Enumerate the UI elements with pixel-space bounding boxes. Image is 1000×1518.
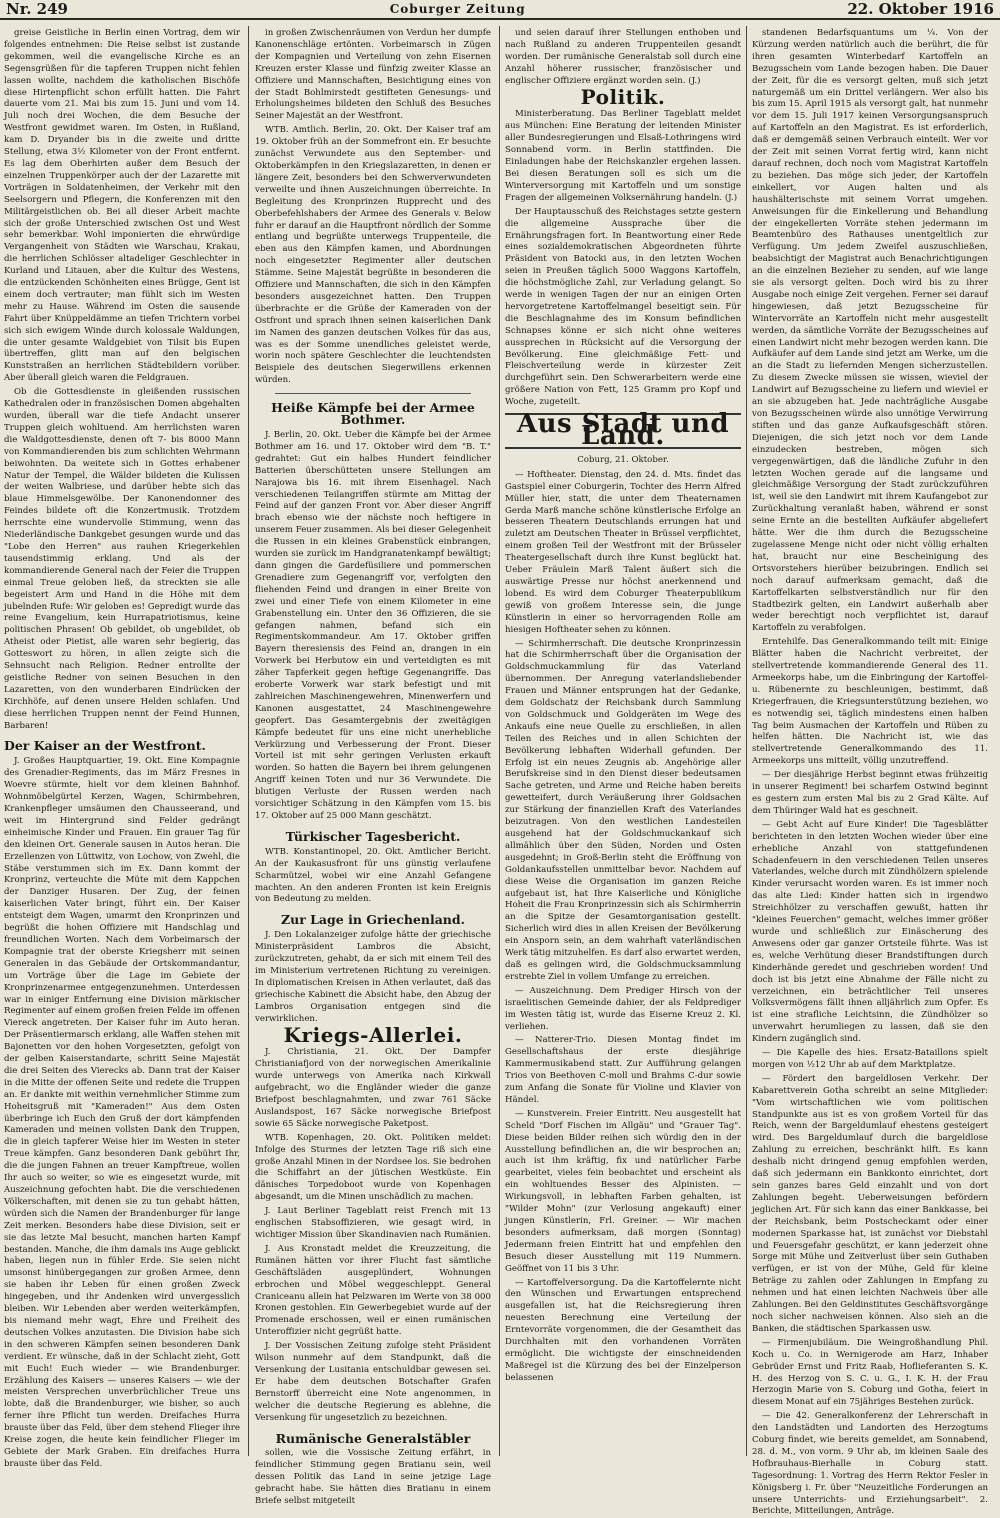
- masthead: [0, 0, 1000, 20]
- article-text: — Der diesjährige Herbst beginnt etwas frühzeitig in unserer Regiment! bei scharfem Ostwind beginnt es gestern zum ersten Mal bis zu 2 Grad Kälte. Auf dem Thüringer Wald hat es geschneit.: [752, 770, 988, 816]
- issue-date: 22. Oktober 1916: [847, 0, 994, 18]
- article-text: J. Christiania, 21. Okt. Der Dampfer Christianiafjord von der norwegischen Amerikalinie wurde unterwegs von Amerika nach Kirkwall aufgebracht, wo die Engländer wieder die ganze Briefpost beschlagnahmten, und zwar 761 Säcke Auslandspost, 167 Säcke norwegische Briefpost sowie 65 Säcke norwegische Paketpost.: [255, 1047, 491, 1129]
- article-text: sollen, wie die Vossische Zeitung erfährt, in feindlicher Stimmung gegen Bratianu sein, weil dessen Politik das Land in seine jetzige Lage gebracht habe. Sie hätten dies Bratianu in einem Briefe selbst mitgeteilt: [255, 1448, 491, 1507]
- article-text: standenen Bedarfsquantums um ¼. Von der Kürzung werden natürlich auch die berührt, die für ihren gesamten Winterbedarf Kartoffeln an Bezugsschein vom Lande bezogen haben. Die Dauer der Zeit, für die es versorgt gelten, muß sich jetzt naturgemäß um ein Drittel verlängern. Wer also bis bis zum 15. April 1915 als versorgt galt, hat nunmehr vor dem 15. Juli 1917 keinen Versorgungsanspruch auf Kartoffeln an den Magistrat. Es ist erforderlich, daß er demgemäß seinen Verbrauch einteilt. Wer vor der Zeit mit seinen Vorrat fertig wird, kann nicht darauf rechnen, doch noch vom Magistrat Kartoffeln zu beziehen. Das möge sich jeder, der Kartoffeln einkellert, vor Augen halten und als haushälterischste mit seinem Vorrat umgehen. Anweisungen für die Einkellerung und Behandlung der eingekellerten Vorräte stehen jedermann im Beamtenbüro des Rathauses unentgeltlich zur Verfügung. Um jedem Zweifel auszuschließen, beabsichtigt der Magistrat auch Benachrichtigungen an die einzelnen Bezieher zu senden, auf wie lange sie als versorgt gelten. Doch wird bis zu ihrer Ausgabe noch einige Zeit vergehen. Ferner sei darauf hingewiesen, daß jetzt Bezugsscheine für Wintervorräte an Kartoffeln nicht mehr ausgestellt werden, da sämtliche Vorräte der Bezugsscheines auf einen Landwirt nicht mehr bezogen werden kann. Die Aufkäufer auf dem Lande sind jetzt am Werke, um die an die Stadt zu liefernden Mengen sicherzustellen. Zu diesem Zwecke müssen sie wissen, wieviel der Landwirt auf Bezugsscheine zu liefern und wieviel er an sie abzugeben hat. Jede nachträgliche Ausgabe von Bezugsscheinen würde also unnötige Verwirrung stiften und das ganze Aufkaufsgeschäft stören. Diejenigen, die sich jetzt noch vor dem Lande einzudecken bestreben, mögen sich vergegenwärtigen, daß die ländliche Zufuhr in den letzten Wochen gerade auf die langsame und gleichmäßige Versorgung der Stadt zurückzuführen ist, weil sie den Landwirt mit ihrem Kaufangebot zur Zurückhaltung veranlaßt haben, während er sonst seine Ernte an die bestellten Aufkäufer abgeliefert hätte. Wer die ihm durch die Bezugsscheine zugelassene Menge nicht oder nicht völlig erhalten hat, braucht nur eine Bescheinigung des Ortsvorstehers hierüber beizubringen. Endlich sei noch darauf aufmerksam gemacht, daß die Kartoffelkarten selbstverständlich nur für den Stadtbezirk gelten, ein Landwirt außerhalb aber weder berechtigt noch verpflichtet ist, darauf Kartoffeln zu verabfolgen.: [752, 28, 988, 634]
- article-text: WTB. Amtlich. Berlin, 20. Okt. Der Kaiser traf am 19. Oktober früh an der Sommefront ein. Er besuchte zunächst Verwundete aus den September- und Oktoberkämpfen in den Kriegslazaretten, in denen er längere Zeit, besonders bei den Schwerverwundeten verweilte und ihnen Auszeichnungen überreichte. In Begleitung des Kronprinzen Rupprecht und des Oberbefehlshabers der Armee des Generals v. Below fuhr er darauf an die Hauptfront nördlich der Somme entlang und begrüßte unterwegs Truppenteile, die eben aus den Kämpfen kamen, und Abordnungen noch eingesetzter Regimenter aller deutschen Stämme. Seine Majestät begrüßte in besonderen die Offiziere und Mannschaften, die sich in den Kämpfen besonders ausgezeichnet hatten. Den Truppen überbrachte er die Grüße der Kameraden von der Ostfront und sprach ihnen seinen kaiserlichen Dank im Namen des ganzen deutschen Volkes für das aus, was es der Somme unendliches geleistet werde, worin noch spätere Geschlechter die leuchtendsten Beispiele des deutschen Siegerwillens erkennen würden.: [255, 125, 491, 386]
- article-text: J. Berlin, 20. Okt. Ueber die Kämpfe bei der Armee Bothmer am 16. und 17. Oktober wird dem "B. T." gedrahtet: Gut ein halbes Hundert feindlicher Batterien überschütteten unsere Stellungen am Narajowa bis 16. mit ihrem Eisenhagel. Nach verschiedenen Teilangriffen stürmte am Mittag der Feind auf der ganzen Front vor. Aber dieser Angriff brach ebenso wie der nächste noch heftigere in unserem Feuer zusammen. Als bei dieser Gelegenheit die Russen in ein kleines Grabenstück einbrangen, wurden sie zurück im Handgranatenkampf bewältigt; dann gingen die Gardefüsiliere und pommerschen Grenadiere zum Gegenangriff vor, verfolgten den fliehenden Feind und drangen in einer Breite von zwei und einer Tiefe von einem Kilometer in eine Grabenstellung ein. Unter den 36 Offizieren, die sie gefangen nahmen, befand sich ein Regimentskommandeur. Am 17. Oktober griffen Bayern theresiensis des Feind an, drangen in ein Vorwerk bei Herbutow ein und verteidigten es mit zäher Tapferkeit gegen heftige Gegenangriffe. Das eroberte Vorwerk war stark befestigt und mit zahlreichen Maschinengewehren, Minenwerfern und Kanonen ausgestattet, 24 Maschinengewehre geopfert. Das Gesamtergebnis der zweitägigen Kämpfe bedeutet für uns eine nicht unerhebliche Verkürzung und Verbesserung der Front. Dieser Vorteil ist mit sehr geringen Verlusten erkauft worden. So hatten die Bayern bei ihrem gelungenen Angriff keinen Toten und nur 36 Verwundete. Die blutigen Verluste der Russen werden nach vorsichtiger Schätzung in den Kämpfen vom 15. bis 17. Oktober auf 25 000 Mann geschätzt.: [255, 430, 491, 821]
- article-text: — Fördert den bargeldlosen Verkehr. Der Kabarettverein Gotha schreibt an seine Mitglieder: "Vom wirtschaftlichen wie vom politischen Standpunkte aus ist es von großem Vorteil für das Reich, wenn der Bargeldumlauf ehestens gesteigert wird. Des Bargeldumlauf durch die bargeldlose Zahlung zu erreichen, beschränkt hilft. Es kann deshalb nicht dringend genug empfohlen werden, daß sich jedermann ein Bankkonto einrichtet, dort sein ganzes bares Geld einzahlt und von dort Zahlungen begeht. Ueberweisungen befördern jeglichen Art. Für sich kann das einer Bankkasse, bei der Reichsbank, beim Postscheckamt oder einer modernen Sparkasse hat, ist zunächst vor Diebstahl und Feuersgefahr geschützt, er kann jederzeit ohne Sorge mit Mühe und Zeitverlust über sein Guthaben verfügen, er ist von der Mühe, Geld für kleine Beträge zu zahlen oder Zahlungen in Empfang zu nehmen und hat einen leichten Nachweis über alle Zahlungen. Bei den Geldinstitutes Geschäftsvorgänge noch sicher nachweisen können. Also sieh an die Banken, die städtischen Sparkassen usw.: [752, 1073, 988, 1334]
- article-text: — Die Kapelle des hies. Ersatz-Bataillons spielt morgen von ½12 Uhr ab auf dem Marktplatze.: [752, 1048, 988, 1070]
- column-divider: [499, 26, 500, 1456]
- article-text: J. Laut Berliner Tageblatt reist French mit 13 englischen Stabsoffizieren, wie gesagt wird, in wichtiger Mission über Skandinavien nach Rumänien.: [255, 1206, 491, 1240]
- article-text: Ob die Gottesdienste in gleißenden russischen Kathedralen oder in französischen Domen abgehalten wurden, überall war die tiefe Andacht unserer Truppen gleich wohltuend. Am herrlichsten waren die Waldgottesdienste, denen oft 7- bis 8000 Mann von Kommandierenden bis zum schlichten Wehrmann beiwohnten. Da weitete sich in Gottes erhabener Natur der Tempel, die Wälder bildeten die Kulissen der weiten Walbriese, und darüber hebte sich das blaue Himmelsgewölbe. Der Kanonendonner des Feindes bildete oft die Konzertmusik. Trotzdem herrschte eine wundervolle Stimmung, wenn das Niederländische Dankgebet gesungen wurde und das "Lobe den Herren" aus rauhen Kriegerkehlen tausendstimmig erklang. Und als der kommandierende General nach der Feier die Truppen einmal Treue geloben ließ, da streckten sie alle begeistert Arm und Hand in die Höhe mit dem jubelnden Rufe: Wir geloben es! Gepredigt wurde das reine Evangelium, kein Hurrapatriotismus, keine politischen Phrasen! Ob gebildet, ob ungebildet, ob Atheist oder Pietist, alle waren sehr begierig, das Gotteswort zu hören, in allen zeigte sich die Sehnsucht nach Religion. Redner entrollte der geistliche Redner von seinen Besuchen in den Lazaretten, von den wunderbaren Eindrücken der Kirchhöfe, auf denen unsere Helden schlafen. Und diese herrlichen Truppen nennt der Feind Hunnen, Barbaren!: [4, 387, 240, 731]
- article-text: — Auszeichnung. Dem Prediger Hirsch von der israelitischen Gemeinde dahier, der als Feldprediger im Westen tätig ist, wurde das Eiserne Kreuz 2. Kl. verliehen.: [505, 985, 741, 1032]
- headline-aus-stadt-und-land: Aus Stadt und Land.: [505, 413, 741, 449]
- article-text: J. Großes Hauptquartier, 19. Okt. Eine Kompagnie des Grenadier-Regiments, das im März Fresnes in Woevre stürmte, hielt vor dem kleinen Bahnhof. Wohnmöbelgürtel Kerzen, Wagen, Schirmbehren, Krankenpfleger umsäumen den Chausseerand, und weit im Hintergrund sind Felder gedrängt einheimische Kinder und Frauen. Ein grauer Tag für den kleinen Ort. Generale sausen in Autos heran. Die Erzellenzen von Lüttwitz, von Lochow, von Zwehl, die Stäbe verstummen sich im Ex. Dann kommt der Kronprinz, verteuchte die Müte mit dem Kappchen der Danziger Husaren. Der Zug, der feinen kaiserlichen Vater bringt, führt ein. Der Kaiser entsteigt dem Wagen, umarmt den Kronprinzen und begrüßt die hohen Offiziere mit Handschlag und freundlichen Worten. Nach dem Vorbeimarsch der Kompagnie trat der oberste Kriegsherr mit seinen Generalen in das Gebäude der Ortskommandantur, um Vorträge über die Lage im Gebiete der Kronprinzenarmee entgegenzunehmen. Unterdessen war in einiger Entfernung eine Division märkischer Regimenter auf einem großen freien Felde im offenen Viereck angetreten. Der Kaiser fuhr im Auto heran. Der Präsentiermarsch erklang, alle Waffen stehen mit Bajonetten vor den hohen Vorgesetzten, gefolgt von der gelben Kaiserstandarte, schritt Seine Majestät die drei Seiten des Vierecks ab. Dann trat der Kaiser in die Mitte der offenen Seite und redete die Truppen an. Er dankte mit weithin vernehmlicher Stimme zum Hoheitsgruß mit "Kameraden!" Aus dem Osten überbringe ich Euch den Gruß der dort kämpfenden Kameraden und meinen vollsten Dank den Truppen, die in gleich tapferer Weise hier im Westen in steter Treue kämpfen. Ganz besonderen Dank gebührt Ihr, die die jungen Fahnen an treuer Kampftreue, wollen Ihr auch so weiter, so wie es eingesetzt wurde, mit Auszeichnung gefochten habt. Die die verschiedenen Völkerschaften, mit denen sie zu tun gehabt hätten, würden sich die Namen der Brandenburger für lange Zeit merken. Besonders habe diese Division, seit er sie das letzte Mal besucht, manchen harten Kampf bestanden. Manche, die ihm damals ins Auge geblickt haben, liegen nun in fühler Erde. Sie seien nicht umsonst hinübergegangen zur großen Armee, denn sie haben ihr Leben für einen großen Zweck hingegeben, und ihr Andenken wird unvergesslich bleiben. Wir Lebenden aber werden weiterkämpfen, bis niemand mehr wagt, Ehre und Freiheit des deutschen Volkes anzutasten. Die Division habe sich in den schweren Kämpfen seinen besonderen Dank verdient. Er wünsche, daß in der Schlacht zieht, Gott mit Euch! Euch wieder — wie Brandenburger. Erzählung des Kaisers — unseres Kaisers — wie der meisten Versprechen unverbrüchlicher Treue uns lobte, daß die Brandenburger, wie bisher, so auch ferner ihre Pflicht tun werden. Dreifaches Hurra brauste über das Feld, über dem stehend Flieger ihre Kreise zogen, die heute kein feindlicher Flieger im Gebiete der Mark Graben. Ein dreifaches Hurra brauste über das Feld.: [4, 756, 240, 1469]
- article-text: Der Hauptausschuß des Reichstages setzte gestern die allgemeine Aussprache über die Ernährungsfragen fort. In Beantwortung einer Rede eines sozialdemokratischen Abgeordneten führte Präsident von Batocki aus, in den letzten Wochen seien in Preußen täglich 5000 Waggons Kartoffeln, die höchstmögliche Zahl, zur Verladung gelangt. So werde in wenigen Tagen der nur an einigen Orten hervorgetretene Kartoffelmangel beseitigt sein. Für die Beschlagnahme des im Konsum befindlichen Schnapses könne er sich nicht ohne weiteres aussprechen in Rücksicht auf die Versorgung der Bevölkerung. Eine gleichmäßige Fett- und Fleischverteilung werde in kürzester Zeit durchgeführt sein. Den Schwerarbeitern werde eine größere Nation von Fett, 125 Gramm pro Kopf und Woche, zugeteilt.: [505, 206, 741, 408]
- column-2: [255, 28, 491, 1507]
- article-text: greise Geistliche in Berlin einen Vortrag, dem wir folgendes entnehmen: Die Reise selbst ist zustande gekommen, weil die evangelische Kirche es an Segensgrüßen für die tapferen Truppen nicht fehlen lassen wollte, nachdem die katholischen Bischöfe diese Hirtenpflicht schon erfüllt hatten. Die Fahrt dauerte vom 21. Mai bis zum 15. Juni und vom 14. Juli noch drei Wochen, die dem Besuche der Westfront gewidmet waren. Im Osten, in Rußland, kam D. Dryander bis in die zweite und dritte Stellung, etwa 3½ Kilometer von der Front entfernt. Es lag dem Oberhirten außer dem Besuch der einzelnen Truppenkörper auch der der Lazarette mit Vorträgen in Soldatenheimen, der Verkehr mit den Seelsorgern und Pflegern, die Konferenzen mit den Militärgeistlichen ob. Bei all dieser Arbeit machte sich der große Unterschied zwischen Ost und West sehr bemerkbar. Wohl imponierten die ehrwürdige Vergangenheit von Städten wie Warschau, Krakau, die herrlichen Schlösser altadeliger Geschlechter in Kurland und Litauen, aber die Kultur des Westens, die entzückenden Schönheiten eines Brügge, Gent ist einem doch vertrauter; man fühlt sich im Westen mehr zu Hause. Während im Osten die sausende Fahrt über Knüppeldämme an tiefen Trichtern vorbei sich sich ewigem Winde durch kolossale Waldungen, die unter gesamte Waldgebiet von Tilsit bis Eupen übertreffen, glitt man auf den belgischen Kunststraßen an herrlichen Städtebildern vorüber. Aber überall gleich waren die Feldgrauen.: [4, 28, 240, 384]
- article-text: — Schirmherrschaft. Die deutsche Kronprinzessin hat die Schirmherrschaft über die Organisation der Goldschmuckammlung für das Vaterland übernommen. Der Anregung vaterlandsliebender Frauen und Männer entsprungen hat der Gedanke, dem Goldschatz der Reichsbank durch Sammlung von Goldschmuck und Goldgeräten im Wege des Ankaufs eine neue Quelle zu erschließen, in allen Teilen des Reiches und in allen Schichten der Bevölkerung lebhaften Widerhall gefunden. Der Erfolg ist ein neues Zeugnis ab. Angehörige aller Berufskreise sind in den Dienst dieser bedeutsamen Sache getreten, und Arme und Reiche haben bereits gewetteifert, durch Veräußerung ihrer Goldsachen zur Stärkung der finanziellen Kraft des Vaterlandes beizutragen. Von den westlichen Landesteilen ausgehend hat der Goldschmuckankauf sich allmählich über den Süden, Norden und Osten ausgedehnt; in Groß-Berlin steht die Eröffnung von Goldankaufsstellen unmittelbar bevor. Nachdem auf diese Weise die Organisation im ganzen Reiche aufgebaut ist, hat Ihre Kaiserliche und Königliche Hoheit die Frau Kronprinzessin sich als Schirmherrin an die Spitze der Gesamtorganisation gestellt. Sicherlich wird dies in allen Kreisen der Bevölkerung ein Ansporn sein, an dem wahrhaft vaterländischen Werk tätig mitzuhelfen. Es darf also erwartet werden, daß es gelingen wird, die Goldschmucksammlung erstrebte Ziel in vollem Umfange zu erreichen.: [505, 638, 741, 982]
- article-text: WTB. Kopenhagen, 20. Okt. Politiken meldet: Infolge des Sturmes der letzten Tage riß sich eine große Anzahl Minen in der Nordsee los. Sie bedrohen die Schiffahrt an der jütischen Westküste. Ein dänisches Torpedoboot wurde von Kopenhagen abgesandt, um die Minen unschädlich zu machen.: [255, 1132, 491, 1203]
- headline-kaiser-westfront: Der Kaiser an der Westfront.: [4, 738, 206, 754]
- article-text: — Kunstverein. Freier Eintritt. Neu ausgestellt hat Scheld "Dorf Fischen im Allgäu" und "Grauer Tag". Diese beiden Bilder reihen sich würdig den in der Ausstellung befindlichen an, die wir besprochen an; auch ist ihm kräftig, fix und natürlicher Farbe gearbeitet, vieles fein beobachtet und erscheint als ein wohltuendes Besser des Alpinisten. — Wirkungsvoll, in lebhaften Farben gehalten, ist "Wilder Mohn" (zur Verlosung angekauft) einer jungen Künstlerin, Frl. Greiner. — Wir machen besonders aufmerksam, daß morgen (Sonntag) Jedermann freien Eintritt hat und empfehlen den Besuch dieser Ausstellung mit 119 Nummern. Geöffnet von 11 bis 3 Uhr.: [505, 1108, 741, 1274]
- column-1: [4, 28, 240, 1469]
- article-text: — Firmenjubiläum. Die Weingroßhandlung Phil. Koch u. Co. in Wernigerode am Harz, Inhaber Gebrüder Ernst und Fritz Raab, Hoflieferanten S. K. H. des Herzog von S. C. u. G., I. K. H. der Frau Herzogin Marie von S. Coburg und Gotha, feiert in diesem Monat auf ein 75jähriges Bestehen zurück.: [752, 1337, 988, 1408]
- issue-number: Nr. 249: [6, 0, 68, 18]
- separator: [275, 393, 471, 394]
- article-text: WTB. Konstantinopel, 20. Okt. Amtlicher Bericht. An der Kaukasusfront für uns günstig verlaufene Scharmützel, wobei wir eine Anzahl Gefangene machten. An den anderen Fronten ist kein Ereignis von Bedeutung zu melden.: [255, 846, 491, 905]
- column-divider: [746, 26, 747, 1456]
- headline-bothmer: Heiße Kämpfe bei der Armee Bothmer.: [271, 400, 475, 428]
- article-text: J. Aus Kronstadt meldet die Kreuzzeitung, die Rumänen hätten vor ihrer Flucht fast sämtliche Geschäftsläden ausgeplündert, Wohnungen erbrochen und Möbel weggeschleppt. General Craniceanu allein hat Pelzwaren im Werte von 38 000 Kronen gestohlen. Ein Gewerbegebiet wurde auf der Promenade erschossen, weil er einen rumänischen Unteroffizier nicht gegrüßt hatte.: [255, 1243, 491, 1338]
- headline-tuerkischer-bericht: Türkischer Tagesbericht.: [285, 828, 461, 844]
- article-text: — Die 42. Generalkonferenz der Lehrerschaft in den Landstädten und Landorten des Herzogtums Coburg findet, wie bereits gemeldet, am Sonnabend, 28. d. M., von vorm. 9 Uhr ab, im kleinen Saale des Hofbrauhaus-Bierhalle in Coburg statt. Tagesordnung: 1. Vortrag des Herrn Rektor Fesler in Königsberg i. Fr. über "Neuzeitliche Forderungen an unsere Unterrichts- und Erziehungsarbeit". 2. Berichte, Mitteilungen, Anträge.: [752, 1411, 988, 1517]
- article-text: J. Den Lokalanzeiger zufolge hätte der griechische Ministerpräsident Lambros die Absicht, zurückzutreten, gehabt, da er sich mit einem Teil des im Ministerium vertretenen Richtung zu vereinigen. In diplomatischen Kreisen in Athen verlautet, daß das griechische Kabinett die Absicht habe, den Abzug der Lambros Organisation entgegen sind die verwirklichen.: [255, 930, 491, 1024]
- dateline: Coburg, 21. Oktober.: [577, 454, 669, 465]
- column-3: [505, 28, 741, 1454]
- article-text: Erntehilfe. Das Generalkommando teilt mit: Einige Blätter haben die Nachricht verbreitet, der stellvertretende kommandierende General des 11. Armeekorps habe, um die Einbringung der Kartoffel- u. Rübenernte zu beschleunigen, bestimmt, daß Kriegerfrauen, die Kriegsunterstützung beziehen, wo es notwendig sei, täglich mindestens einen halben Tag beim Ausmachen der Kartoffeln und Rüben zu helfen hätten. Die Nachricht ist, wie das stellvertretende Generalkommando des 11. Armeekorps uns mitteilt, völlig unzutreffend.: [752, 637, 988, 767]
- headline-politik: Politik.: [580, 84, 666, 109]
- headline-rumaenische-generalstaebler: Rumänische Generalstäbler: [275, 1430, 471, 1446]
- article-text: — Natterer-Trio. Diesen Montag findet im Gesellschaftshaus der erste diesjährige Kammermusikabend statt. Zur Aufführung gelangen Trios von Beethoven C-moll und Brahms C-dur sowie zum Anfang die Sonate für Violine und Klavier von Händel.: [505, 1035, 741, 1105]
- article-text: Ministerberatung. Das Berliner Tageblatt meldet aus München: Eine Beratung der leitenden Minister aller Bundesregierungen und Elsaß-Lothringens wird Sonnabend vorm. in Berlin stattfinden. Die Einladungen habe der Reichskanzler ergehen lassen. Bei diesen Beratungen soll es sich um die Winterversorgung mit Kartoffeln und um sonstige Fragen der allgemeinen Volksernährung handeln. (J.): [505, 109, 741, 203]
- article-text: in großen Zwischenräumen von Verdun her dumpfe Kanonenschläge ertönten. Vorbeimarsch in Zügen der Kompagnien und Verteilung von zehn Eisernen Kreuzen erster Klasse und fünfzig zweiter Klasse an Offiziere und Mannschaften, Besichtigung eines von der Stadt Bohlmirstedt gestifteten Genesungs- und Erholungsheimes bildeten den Schluß des Besuches Seiner Majestät an der Westfront.: [255, 28, 491, 122]
- column-4: [752, 28, 988, 1517]
- newspaper-title: Coburger Zeitung: [389, 2, 526, 16]
- article-text: — Kartoffelversorgung. Da die Kartoffelernte nicht den Wünschen und Erwartungen entsprechend ausgefallen ist, hat die Reichsregierung ihren neuesten Berechnung eine Verteilung der Erntevorräte vorgenommen, die der Gesamtheit das Durchhalten mit den vorhandenen Vorräten ermöglicht. Die wichtigste der einschneidenden Maßregel ist die Kürzung des bei der Einzelperson belassenen: [505, 1277, 741, 1383]
- article-text: J. Der Vossischen Zeitung zufolge steht Präsident Wilson nunmehr auf dem Standpunkt, daß die Versenkung der Lusitania entschuldbar gewesen sei. Er habe dem deutschen Botschafter Grafen Bernstorff überreicht eine Note angenommen, in welcher die deutsche Regierung es ablehne, die Versenkung für ungesetzlich zu bezeichnen.: [255, 1341, 491, 1423]
- headline-kriegs-allerlei: Kriegs-Allerlei.: [283, 1022, 463, 1047]
- headline-griechenland: Zur Lage in Griechenland.: [280, 912, 465, 928]
- article-text: — Hoftheater. Dienstag, den 24. d. Mts. findet das Gastspiel einer Coburgerin, Tochter des Herrn Alfred Müller hier, statt, die unter dem Theaternamen Gerda Marß manche schöne künstlerische Erfolge an besseren Theatern Deutschlands errungen hat und zuletzt am Deutschen Theater in Brüssel verpflichtet, einem großen Teil der Westfront mit der Brüsseler Theatergesellschaft durch ihre Kunst beglückt hat. Ueber Fräulein Marß Talent äußert sich die auswärtige Presse nur höchst anerkennend und lobend. Es wird dem Coburger Theaterpublikum gewiß von großem Interesse sein, die junge Künstlerin in einer so hervorragenden Rolle am hiesigen Hoftheater sehen zu können.: [505, 469, 741, 635]
- column-divider: [248, 26, 249, 1456]
- article-text: — Gebt Acht auf Eure Kinder! Die Tagesblätter berichteten in den letzten Wochen wieder über eine erhebliche Anzahl von stattgefundenen Schadenfeuern in den verschiedenen Teilen unseres Vaterlandes, welche durch mit Zündhölzern spielende Kinder verursacht worden waren. Es ist immer noch das alte Lied: Kinder hatten sich in irgendwo Streichhölzer zu verschaffen gewußt, hatten ihr "kleines Feuerchen" gemacht, welches immer größer wurde und schließlich zur Einäscherung des Anwesens oder gar ganzer Ortsteile führte. Was ist es, welche Verhütung dieser Brandstiftungen durch Kinderhände geredet und geschrieben worden! Und doch ist bis jetzt eine Abnahme der Fälle nicht zu verzeichnen, ein beträchtlicher Teil unseres Volksvermögens fällt ihnen alljährlich zum Opfer. Es ist eine strafliche Leichtsinn, die Zündhölzer so unverwahrt herumliegen zu lassen, daß sie den Kindern zugänglich sind.: [752, 819, 988, 1045]
- article-text: und seien darauf ihrer Stellungen enthoben und nach Rußland zu anderen Truppenteilen gesandt worden. Der rumänische Generalstab soll durch eine Anzahl höherer russischer, französischer und englischer Offiziere ergänzt worden sein. (J.): [505, 28, 741, 86]
